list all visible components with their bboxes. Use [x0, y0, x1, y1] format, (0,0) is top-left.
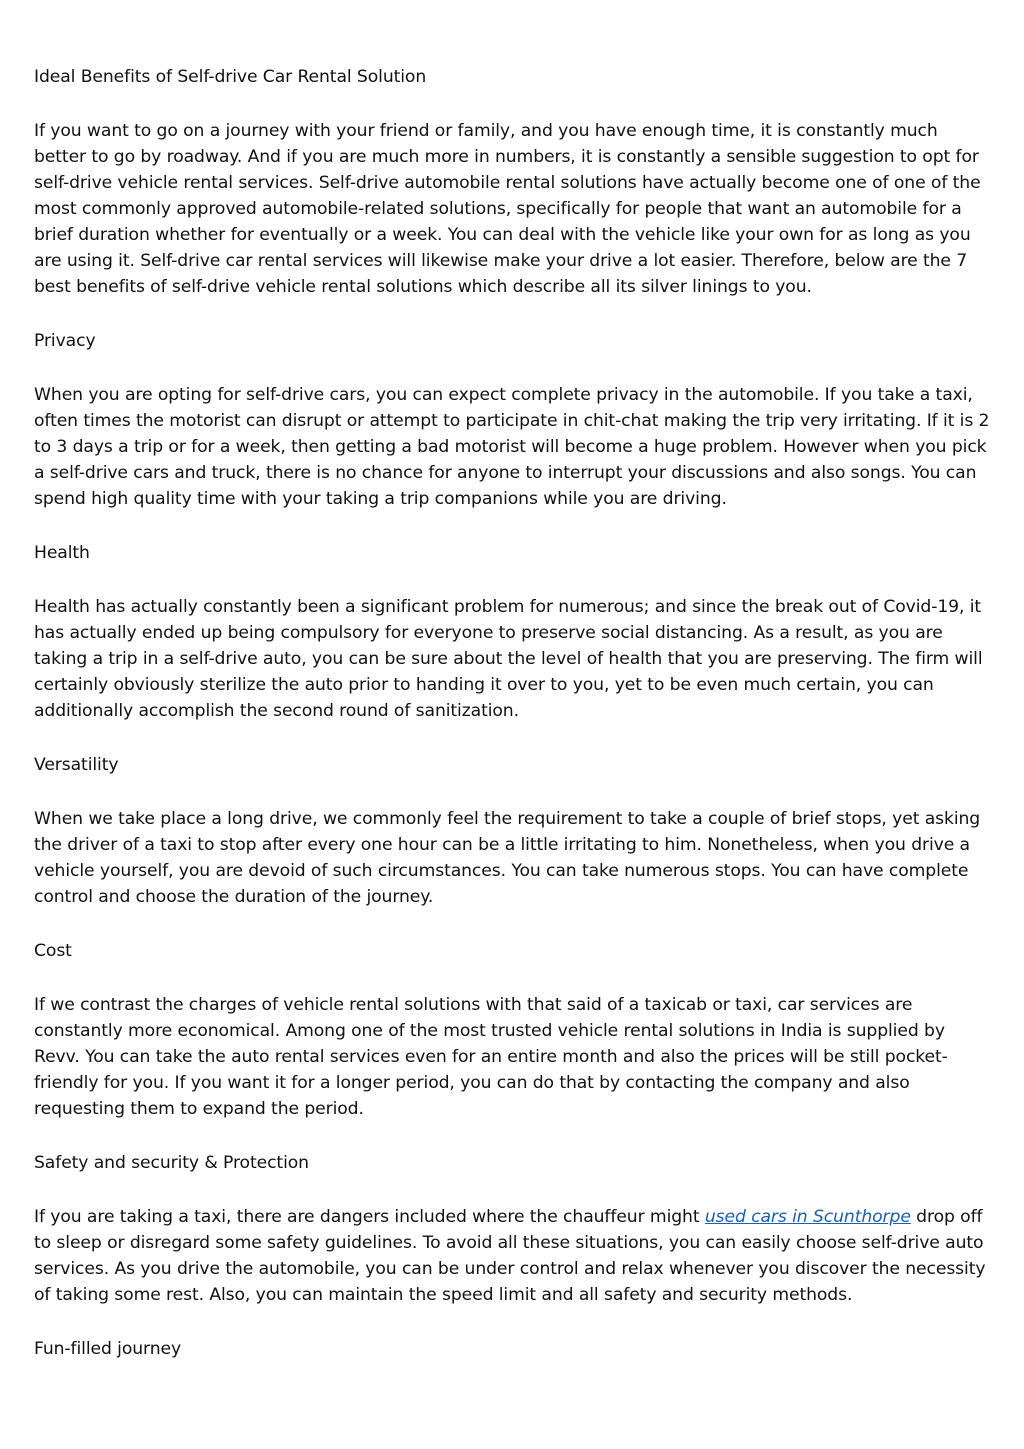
section-heading-health: Health: [34, 543, 90, 563]
section-body-privacy: When you are opting for self-drive cars, you can expect complete privacy in the automobile. If you take a taxi, often times the motorist can disrupt or attempt to participate in chit-chat making the trip very irritating. If it is 2 to 3 days a trip or for a week, then getting a bad motorist will become a huge problem. However when you pick a self-drive cars and truck, there is no chance for anyone to interrupt your discussions and also songs. You can spend high quality time with your taking a trip companions while you are driving.: [34, 385, 990, 509]
used-cars-link[interactable]: used cars in Scunthorpe: [704, 1207, 911, 1227]
document-title: Ideal Benefits of Self-drive Car Rental Solution: [34, 67, 427, 87]
section-body-safety: [34, 1204, 994, 1308]
section-body-safety-before-link: If you are taking a taxi, there are dangers included where the chauffeur might: [34, 1207, 705, 1227]
intro-paragraph: If you want to go on a journey with your friend or family, and you have enough time, it is constantly much better to go by roadway. And if you are much more in numbers, it is constantly a sensible suggestion to opt for self-drive vehicle rental services. Self-drive automobile rental solutions have actually become one of one of the most commonly approved automobile-related solutions, specifically for people that want an automobile for a brief duration whether for eventually or a week. You can deal with the vehicle like your own for as long as you are using it. Self-drive car rental services will likewise make your drive a lot easier. Therefore, below are the 7 best benefits of self-drive vehicle rental solutions which describe all its silver linings to you.: [34, 121, 981, 297]
section-body-versatility: When we take place a long drive, we commonly feel the requirement to take a couple of brief stops, yet asking the driver of a taxi to stop after every one hour can be a little irritating to him. Nonetheless, when you drive a vehicle yourself, you are devoid of such circumstances. You can take numerous stops. You can have complete control and choose the duration of the journey.: [34, 809, 981, 907]
section-heading-privacy: Privacy: [34, 331, 96, 351]
document-page: [34, 64, 994, 1390]
section-body-cost: If we contrast the charges of vehicle rental solutions with that said of a taxicab or taxi, car services are constantly more economical. Among one of the most trusted vehicle rental solutions in India is supplied by Revv. You can take the auto rental services even for an entire month and also the prices will be still pocket-friendly for you. If you want it for a longer period, you can do that by contacting the company and also requesting them to expand the period.: [34, 995, 948, 1119]
section-heading-versatility: Versatility: [34, 755, 119, 775]
section-body-health: Health has actually constantly been a significant problem for numerous; and since the break out of Covid-19, it has actually ended up being compulsory for everyone to preserve social distancing. As a result, as you are taking a trip in a self-drive auto, you can be sure about the level of health that you are preserving. The firm will certainly obviously sterilize the auto prior to handing it over to you, yet to be even much certain, you can additionally accomplish the second round of sanitization.: [34, 597, 983, 721]
section-heading-fun-filled: Fun-filled journey: [34, 1339, 182, 1359]
section-body-safety-after-link: drop off to sleep or disregard some safety guidelines. To avoid all these situations, you can easily choose self-drive auto services. As you drive the automobile, you can be under control and relax whenever you discover the necessity of taking some rest. Also, you can maintain the speed limit and all safety and security methods.: [34, 1207, 986, 1305]
section-heading-cost: Cost: [34, 941, 72, 961]
section-heading-safety: Safety and security & Protection: [34, 1153, 309, 1173]
